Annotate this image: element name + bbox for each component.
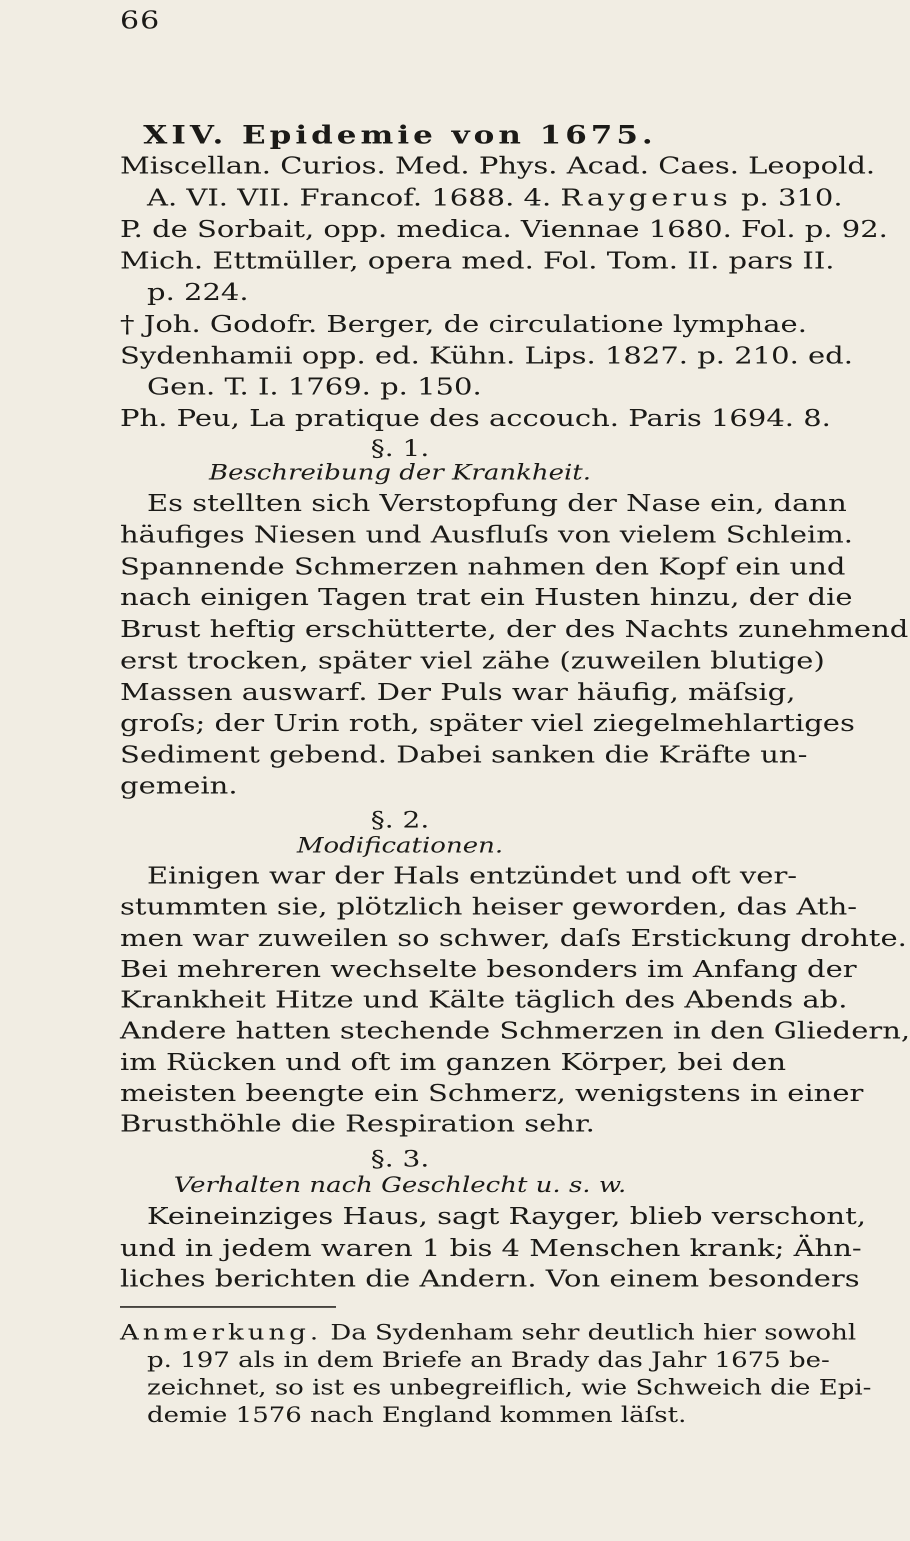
footnote-line: p. 197 als in dem Briefe an Brady das Jahr 1675 be- xyxy=(147,1348,830,1373)
paragraph-line: häufiges Niesen und Ausfluſs von vielem Schleim. xyxy=(120,520,853,549)
paragraph-line: groſs; der Urin roth, später viel ziegelmehlartiges xyxy=(120,709,855,737)
section-heading: Modificationen. xyxy=(296,833,504,859)
author-name: Raygerus xyxy=(560,183,732,211)
reference-line: P. de Sorbait, opp. medica. Viennae 1680. Fol. p. 92. xyxy=(120,214,888,243)
paragraph-line: Sediment gebend. Dabei sanken die Kräfte un- xyxy=(120,740,808,769)
footnote-divider xyxy=(120,1306,336,1308)
section-number: §. 3. xyxy=(370,1145,430,1173)
paragraph-line: Einigen war der Hals entzündet und oft ver- xyxy=(147,861,798,890)
reference-line: Ph. Peu, La pratique des accouch. Paris 1694. 8. xyxy=(120,404,831,432)
paragraph-line: stummten sie, plötzlich heiser geworden, das Ath- xyxy=(120,892,858,920)
footnote-line: demie 1576 nach England kommen läſst. xyxy=(147,1403,687,1428)
reference-line: p. 224. xyxy=(147,278,249,306)
paragraph-line: Bei mehreren wechselte besonders im Anfang der xyxy=(120,954,857,983)
paragraph-line: Brusthöhle die Respiration sehr. xyxy=(120,1109,595,1138)
paragraph-line: Spannende Schmerzen nahmen den Kopf ein und xyxy=(120,552,846,581)
footnote-line: zeichnet, so ist es unbegreiflich, wie Schweich die Epi- xyxy=(147,1375,872,1401)
paragraph-line: gemein. xyxy=(120,771,238,800)
reference-line: Sydenhamii opp. ed. Kühn. Lips. 1827. p. 210. ed. xyxy=(120,341,853,370)
paragraph-line: Brust heftig erschütterte, der des Nachts zunehmend xyxy=(120,614,909,643)
reference-text: A. VI. VII. Francof. 1688. 4. xyxy=(147,183,561,211)
page-number: 66 xyxy=(120,6,161,35)
reference-line: Gen. T. I. 1769. p. 150. xyxy=(147,372,482,400)
chapter-title: XIV. Epidemie von 1675. xyxy=(143,120,657,151)
reference-line: † Joh. Godofr. Berger, de circulatione lymphae. xyxy=(120,309,807,338)
paragraph-line: meisten beengte ein Schmerz, wenigstens in einer xyxy=(120,1078,864,1107)
reference-text: p. 310. xyxy=(731,183,843,211)
paragraph-line: Massen auswarf. Der Puls war häufig, mäſsig, xyxy=(120,678,796,706)
section-number: §. 1. xyxy=(370,434,430,462)
paragraph-line: erst trocken, später viel zähe (zuweilen blutige) xyxy=(120,646,825,675)
paragraph-line: Andere hatten stechende Schmerzen in den Gliedern, xyxy=(120,1016,910,1045)
paragraph-line: liches berichten die Andern. Von einem besonders xyxy=(120,1264,860,1293)
paragraph-line: Es stellten sich Verstopfung der Nase ein, dann xyxy=(147,489,847,517)
section-heading: Verhalten nach Geschlecht u. s. w. xyxy=(173,1173,627,1198)
footnote-label: Anmerkung. xyxy=(120,1320,323,1346)
section-number: §. 2. xyxy=(370,806,430,834)
paragraph-line: men war zuweilen so schwer, daſs Erstickung drohte. xyxy=(120,924,907,952)
section-heading: Beschreibung der Krankheit. xyxy=(208,460,592,486)
paragraph-line: im Rücken und oft im ganzen Körper, bei den xyxy=(120,1048,787,1076)
paragraph-line: Krankheit Hitze und Kälte täglich des Abends ab. xyxy=(120,985,848,1014)
footnote-line xyxy=(120,1321,856,1345)
reference-line: Miscellan. Curios. Med. Phys. Acad. Caes. Leopold. xyxy=(120,151,876,180)
paragraph-line: nach einigen Tagen trat ein Husten hinzu, der die xyxy=(120,583,853,611)
reference-line xyxy=(147,183,843,211)
paragraph-line: und in jedem waren 1 bis 4 Menschen krank; Ähn- xyxy=(120,1233,862,1262)
footnote-text: Da Sydenham sehr deutlich hier sowohl xyxy=(322,1320,857,1346)
paragraph-line: Keineinziges Haus, sagt Rayger, blieb verschont, xyxy=(147,1202,866,1230)
reference-line: Mich. Ettmüller, opera med. Fol. Tom. II. pars II. xyxy=(120,246,835,275)
